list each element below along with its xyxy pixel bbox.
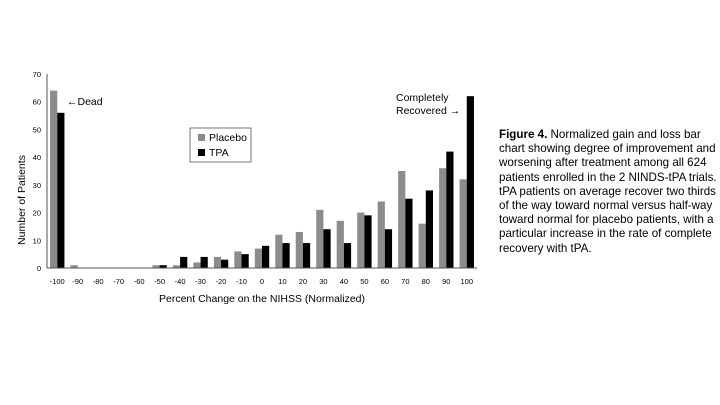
bar-tpa-10: [282, 243, 289, 268]
legend: [190, 128, 251, 162]
x-tick-label: 50: [360, 277, 369, 286]
bar-placebo-30: [316, 210, 323, 268]
x-tick-label: -40: [174, 277, 186, 286]
bar-placebo-50: [357, 213, 364, 268]
bar-tpa-40: [344, 243, 351, 268]
bar-placebo--20: [214, 257, 221, 268]
bar-tpa--100: [57, 113, 64, 268]
bar-placebo-60: [378, 201, 385, 268]
x-tick-label: -10: [236, 277, 247, 286]
bar-placebo-80: [419, 224, 426, 268]
legend-swatch-tpa: [198, 149, 205, 156]
bar-placebo--30: [193, 262, 200, 268]
bar-tpa--10: [242, 254, 249, 268]
bar-tpa--40: [180, 257, 187, 268]
x-tick-label: 70: [401, 277, 410, 286]
y-tick-label: 60: [32, 97, 41, 107]
bar-placebo-90: [439, 168, 446, 268]
bars: [50, 91, 474, 268]
y-tick-label: 70: [32, 70, 41, 79]
y-tick-label: 40: [32, 153, 41, 163]
bar-tpa-70: [405, 199, 412, 268]
legend-swatch-placebo: [198, 134, 205, 141]
caption-text: Normalized gain and loss bar chart showing degree of improvement and worsening after treatment among all 624 patients enrolled in the 2 NINDS-tPA trials. tPA patients on average recover two thirds of the way toward normal versus half-way toward normal for placebo patients, with a particular increase in the rate of complete recovery with tPA.: [499, 128, 717, 255]
annotation-recovered-line1: Completely: [396, 92, 449, 104]
x-tick-label: 30: [319, 277, 328, 286]
bar-tpa-100: [467, 96, 474, 268]
x-tick-label: -80: [92, 277, 104, 286]
x-tick-label: 10: [278, 277, 287, 286]
y-tick-labels: [33, 70, 41, 273]
x-tick-label: 100: [460, 277, 474, 286]
y-tick-label: 20: [32, 208, 41, 218]
y-tick-label: 0: [36, 264, 41, 273]
bar-tpa-80: [426, 190, 433, 268]
x-tick-label: 80: [421, 277, 430, 286]
bar-placebo--100: [50, 91, 57, 268]
bar-placebo-100: [460, 179, 467, 268]
x-tick-label: -20: [215, 277, 227, 286]
x-tick-label: -90: [72, 277, 84, 286]
x-tick-labels: [50, 277, 473, 286]
bar-tpa--20: [221, 260, 228, 268]
y-tick-label: 30: [32, 180, 41, 190]
y-tick-label: 50: [32, 125, 41, 135]
x-tick-label: 0: [259, 277, 265, 286]
x-tick-label: -100: [49, 277, 65, 286]
x-tick-label: -50: [154, 277, 166, 286]
bar-tpa--30: [201, 257, 208, 268]
x-tick-label: -30: [195, 277, 206, 286]
x-tick-label: 90: [442, 277, 451, 286]
bar-tpa-0: [262, 246, 269, 268]
bar-placebo-0: [255, 249, 262, 268]
annotation-dead: ←Dead: [67, 96, 103, 108]
bar-placebo-70: [398, 171, 405, 268]
legend-label-placebo: Placebo: [209, 132, 247, 144]
x-tick-label: 40: [339, 277, 349, 286]
bar-placebo-20: [296, 232, 303, 268]
bar-placebo--10: [234, 251, 241, 268]
annotation-recovered-line2: Recovered →: [396, 105, 461, 117]
bar-tpa-60: [385, 229, 392, 268]
bar-tpa-30: [323, 229, 330, 268]
bar-placebo-40: [337, 221, 344, 268]
y-axis-label: Number of Patients: [16, 155, 28, 245]
x-tick-label: 60: [380, 277, 390, 286]
y-tick-label: 10: [32, 236, 41, 246]
bar-tpa-50: [364, 215, 371, 268]
caption-label: Figure 4.: [499, 128, 548, 141]
x-tick-label: -70: [113, 277, 125, 286]
x-axis-label: Percent Change on the NIHSS (Normalized): [158, 293, 366, 305]
bar-tpa-20: [303, 243, 310, 268]
x-tick-label: -60: [133, 277, 145, 286]
legend-label-tpa: TPA: [209, 147, 229, 159]
figure-caption: [499, 128, 719, 256]
bar-placebo-10: [275, 235, 282, 268]
x-tick-label: 20: [298, 277, 308, 286]
bar-tpa-90: [446, 152, 453, 268]
